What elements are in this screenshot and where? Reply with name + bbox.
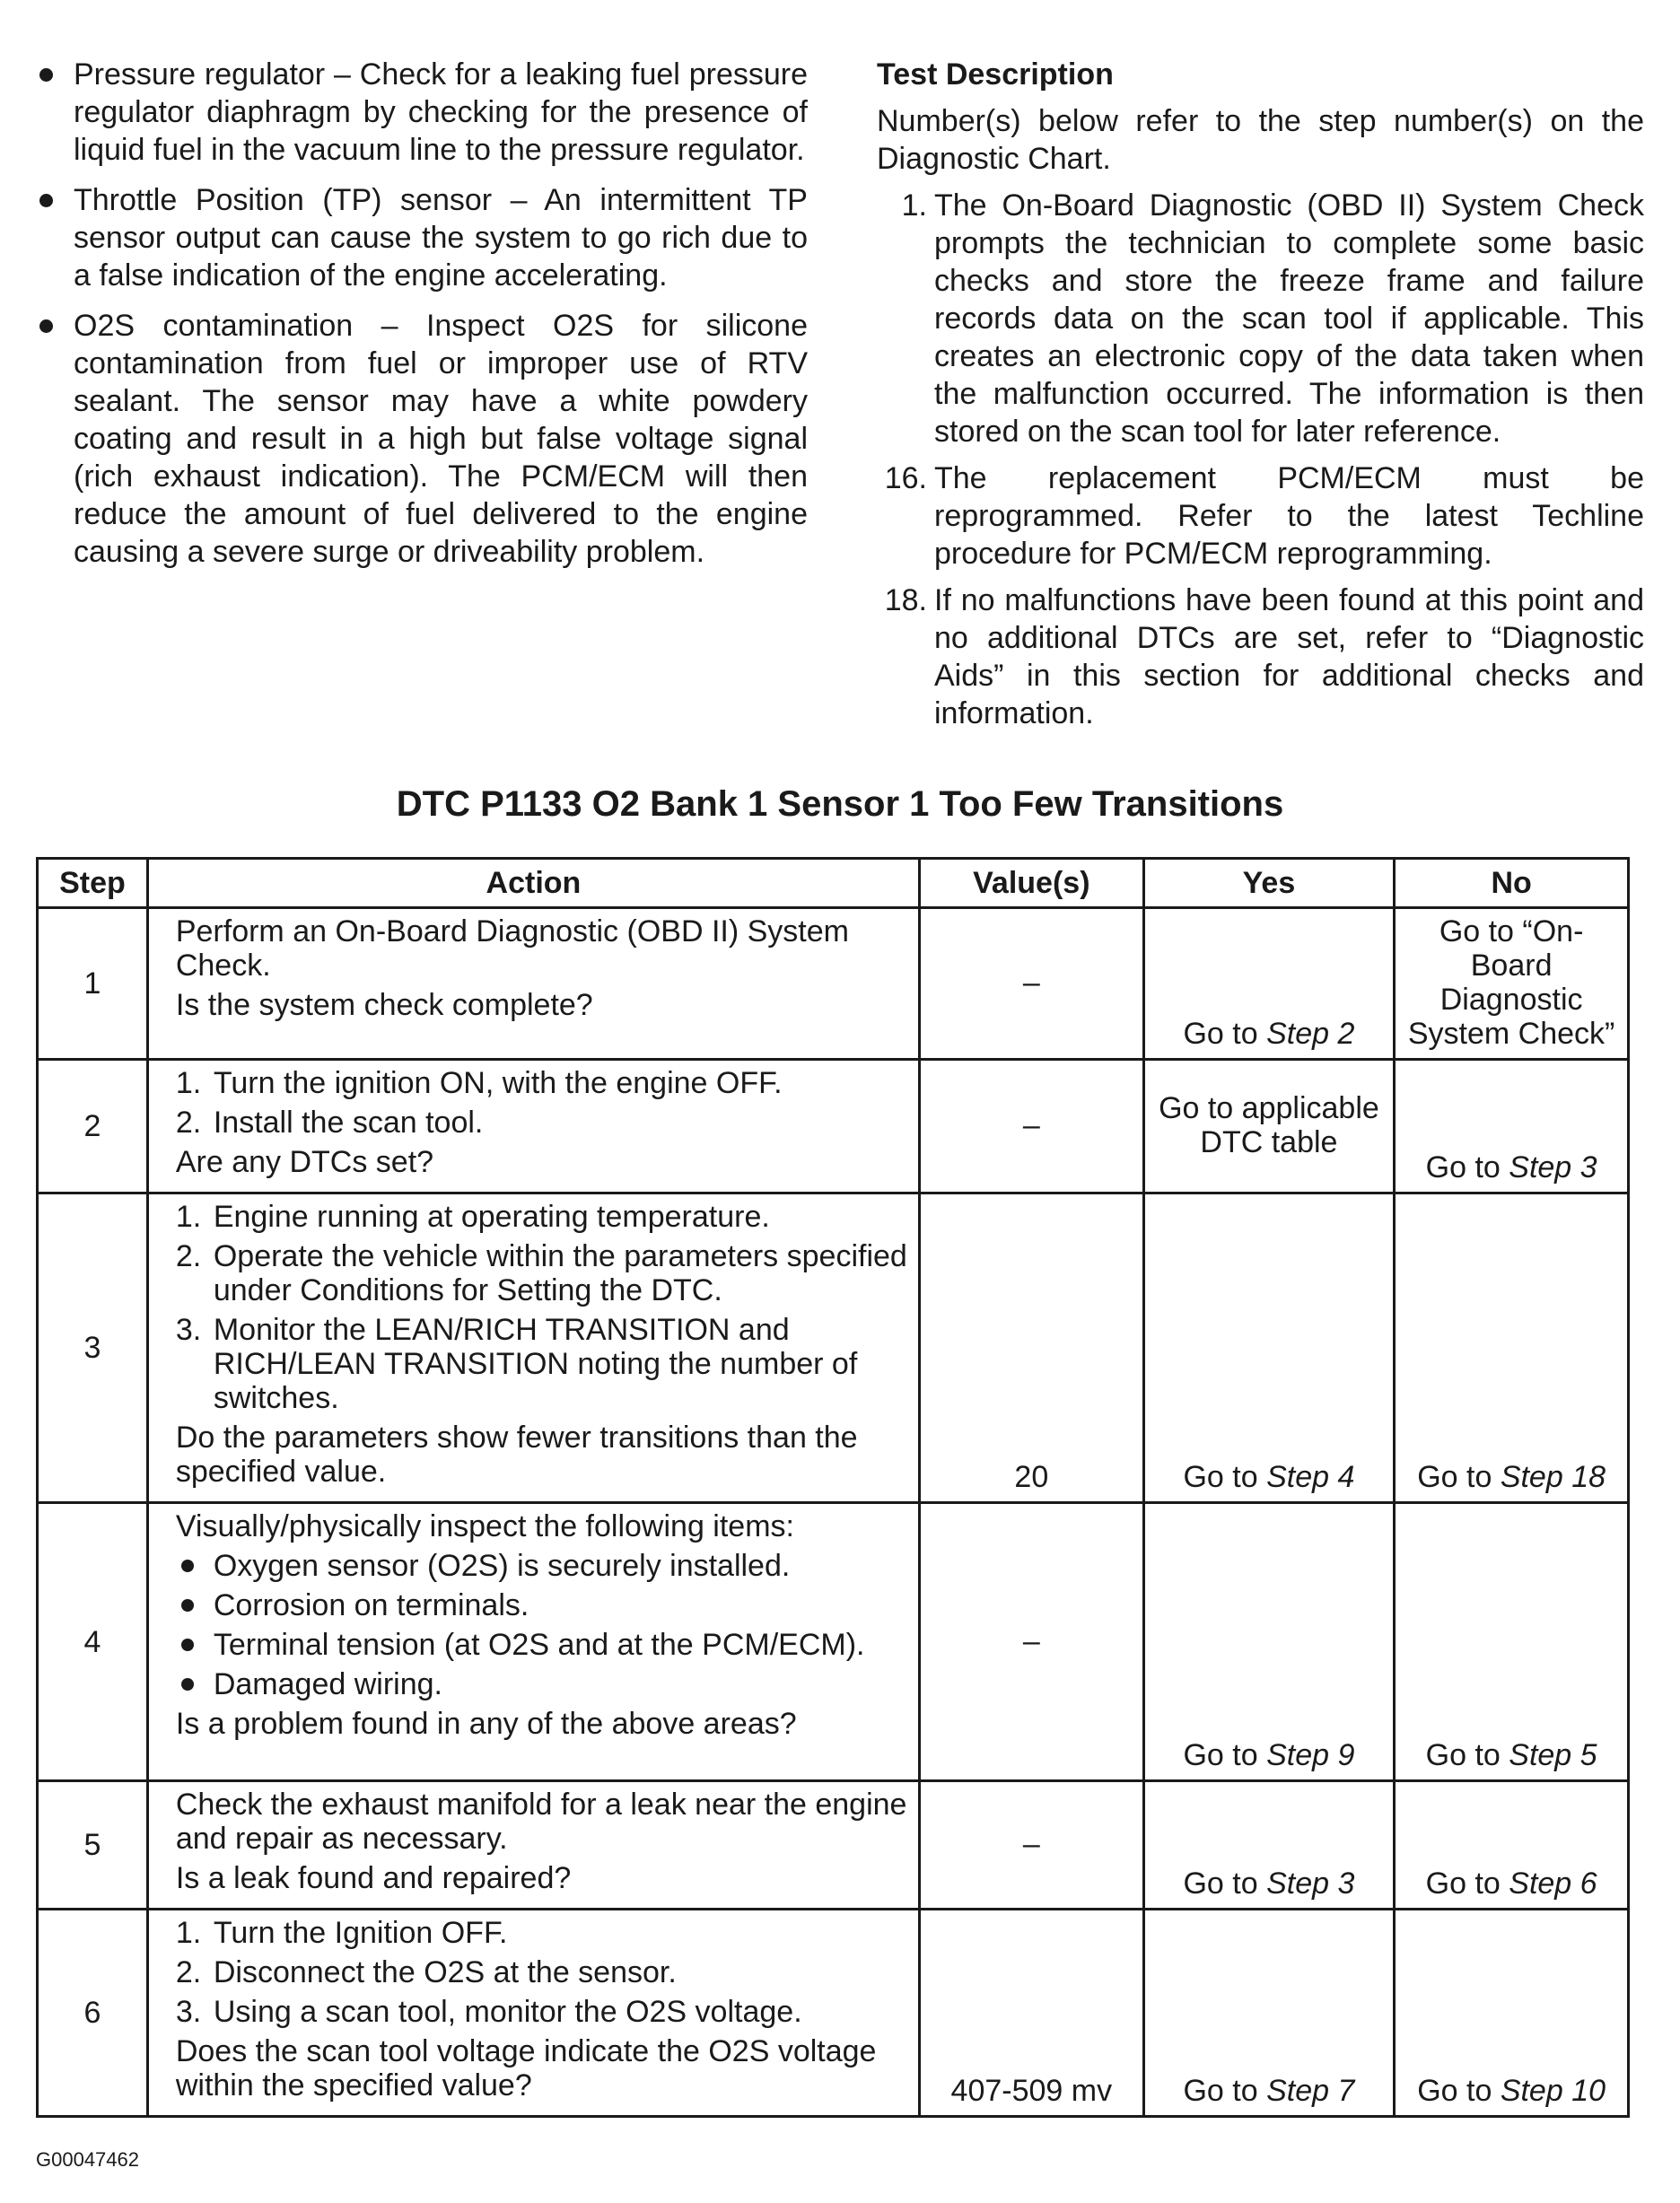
bullet-dot-icon [39, 194, 53, 207]
bullet-dot-icon [181, 1599, 194, 1612]
value-cell: – [920, 1060, 1144, 1193]
diagnostic-aids-bullets [36, 56, 808, 583]
test-description-heading: Test Description [877, 57, 1114, 92]
action-cell: 1. Turn the Ignition OFF. 2. Disconnect the O2S at the sensor. 3. Using a scan tool, monitor the O2S voltage. Does the scan tool voltage indicate the O2S voltage within the specified value? [147, 1910, 919, 2117]
figure-code: G00047462 [36, 2148, 139, 2171]
action-cell: 1. Turn the ignition ON, with the engine OFF. 2. Install the scan tool. Are any DTCs set? [147, 1060, 919, 1193]
yes-cell: Go to Step 2 [1143, 908, 1395, 1060]
value-cell: – [920, 1503, 1144, 1781]
action-cell: Check the exhaust manifold for a leak near the engine and repair as necessary. Is a leak found and repaired? [147, 1781, 919, 1910]
table-row [38, 1193, 1629, 1503]
table-row [38, 1910, 1629, 2117]
value-cell: – [920, 908, 1144, 1060]
bullet-dot-icon [181, 1678, 194, 1691]
header-action: Action [147, 859, 919, 908]
bullet-dot-icon [181, 1639, 194, 1651]
step-number: 4 [38, 1503, 148, 1781]
step-number: 5 [38, 1781, 148, 1910]
header-yes: Yes [1143, 859, 1395, 908]
step-number: 3 [38, 1193, 148, 1503]
yes-cell: Go to Step 9 [1143, 1503, 1395, 1781]
diagnostic-table [36, 857, 1630, 2118]
action-cell: 1. Engine running at operating temperature. 2. Operate the vehicle within the parameters specified under Conditions for Setting the DTC. 3. Monitor the LEAN/RICH TRANSITION and RICH/LEAN TRANSITION noting the number of switches. Do the parameters show fewer transitions than the specified value. [147, 1193, 919, 1503]
yes-cell: Go to Step 3 [1143, 1781, 1395, 1910]
bullet-o2s-contamination: O2S contamination – Inspect O2S for silicone contamination from fuel or improper use of RTV sealant. The sensor may have a white powdery coating and result in a high but false voltage signal (rich exhaust indication). The PCM/ECM will then reduce the amount of fuel delivered to the engine causing a severe surge or driveability problem. [36, 307, 808, 571]
header-step: Step [38, 859, 148, 908]
action-cell: Perform an On-Board Diagnostic (OBD II) System Check. Is the system check complete? [147, 908, 919, 1060]
table-header-row [38, 859, 1629, 908]
test-note-16: 16. The replacement PCM/ECM must be reprogrammed. Refer to the latest Techline procedure for PCM/ECM reprogramming. [884, 461, 1644, 571]
no-cell: Go to Step 18 [1395, 1193, 1629, 1503]
no-cell: Go to Step 6 [1395, 1781, 1629, 1910]
table-row [38, 908, 1629, 1060]
step-number: 6 [38, 1910, 148, 2117]
yes-cell: Go to Step 4 [1143, 1193, 1395, 1503]
header-values: Value(s) [920, 859, 1144, 908]
no-cell: Go to Step 5 [1395, 1503, 1629, 1781]
step-number: 1 [38, 908, 148, 1060]
step-number: 2 [38, 1060, 148, 1193]
action-cell: Visually/physically inspect the following items: Oxygen sensor (O2S) is securely installed. Corrosion on terminals. Terminal tension (at O2S and at the PCM/ECM). Damaged wiring. Is a problem found in any of the above areas? [147, 1503, 919, 1781]
header-no: No [1395, 859, 1629, 908]
bullet-dot-icon [181, 1560, 194, 1572]
table-row [38, 1503, 1629, 1781]
bullet-dot-icon [39, 319, 53, 333]
test-description [877, 56, 1644, 741]
test-note-18: 18. If no malfunctions have been found at this point and no additional DTCs are set, refer to “Diagnostic Aids” in this section for additional checks and information. [884, 583, 1644, 730]
yes-cell: Go to Step 7 [1143, 1910, 1395, 2117]
value-cell: – [920, 1781, 1144, 1910]
test-description-intro: Number(s) below refer to the step number(s) on the Diagnostic Chart. [877, 104, 1644, 176]
no-cell: Go to Step 10 [1395, 1910, 1629, 2117]
no-cell: Go to “On-Board Diagnostic System Check” [1395, 908, 1629, 1060]
no-cell: Go to Step 3 [1395, 1060, 1629, 1193]
table-row [38, 1781, 1629, 1910]
value-cell: 407-509 mv [920, 1910, 1144, 2117]
table-row [38, 1060, 1629, 1193]
yes-cell: Go to applicable DTC table [1143, 1060, 1395, 1193]
table-title: DTC P1133 O2 Bank 1 Sensor 1 Too Few Transitions [396, 784, 1284, 824]
bullet-tp-sensor: Throttle Position (TP) sensor – An intermittent TP sensor output can cause the system to go rich due to a false indication of the engine accelerating. [36, 181, 808, 294]
value-cell: 20 [920, 1193, 1144, 1503]
test-note-1: 1. The On-Board Diagnostic (OBD II) System Check prompts the technician to complete some basic checks and store the freeze frame and failure records data on the scan tool if applicable. This creates an electronic copy of the data taken when the malfunction occurred. The information is then stored on the scan tool for later reference. [901, 188, 1644, 449]
bullet-dot-icon [39, 68, 53, 82]
bullet-pressure-regulator: Pressure regulator – Check for a leaking fuel pressure regulator diaphragm by checking for the presence of liquid fuel in the vacuum line to the pressure regulator. [36, 56, 808, 169]
